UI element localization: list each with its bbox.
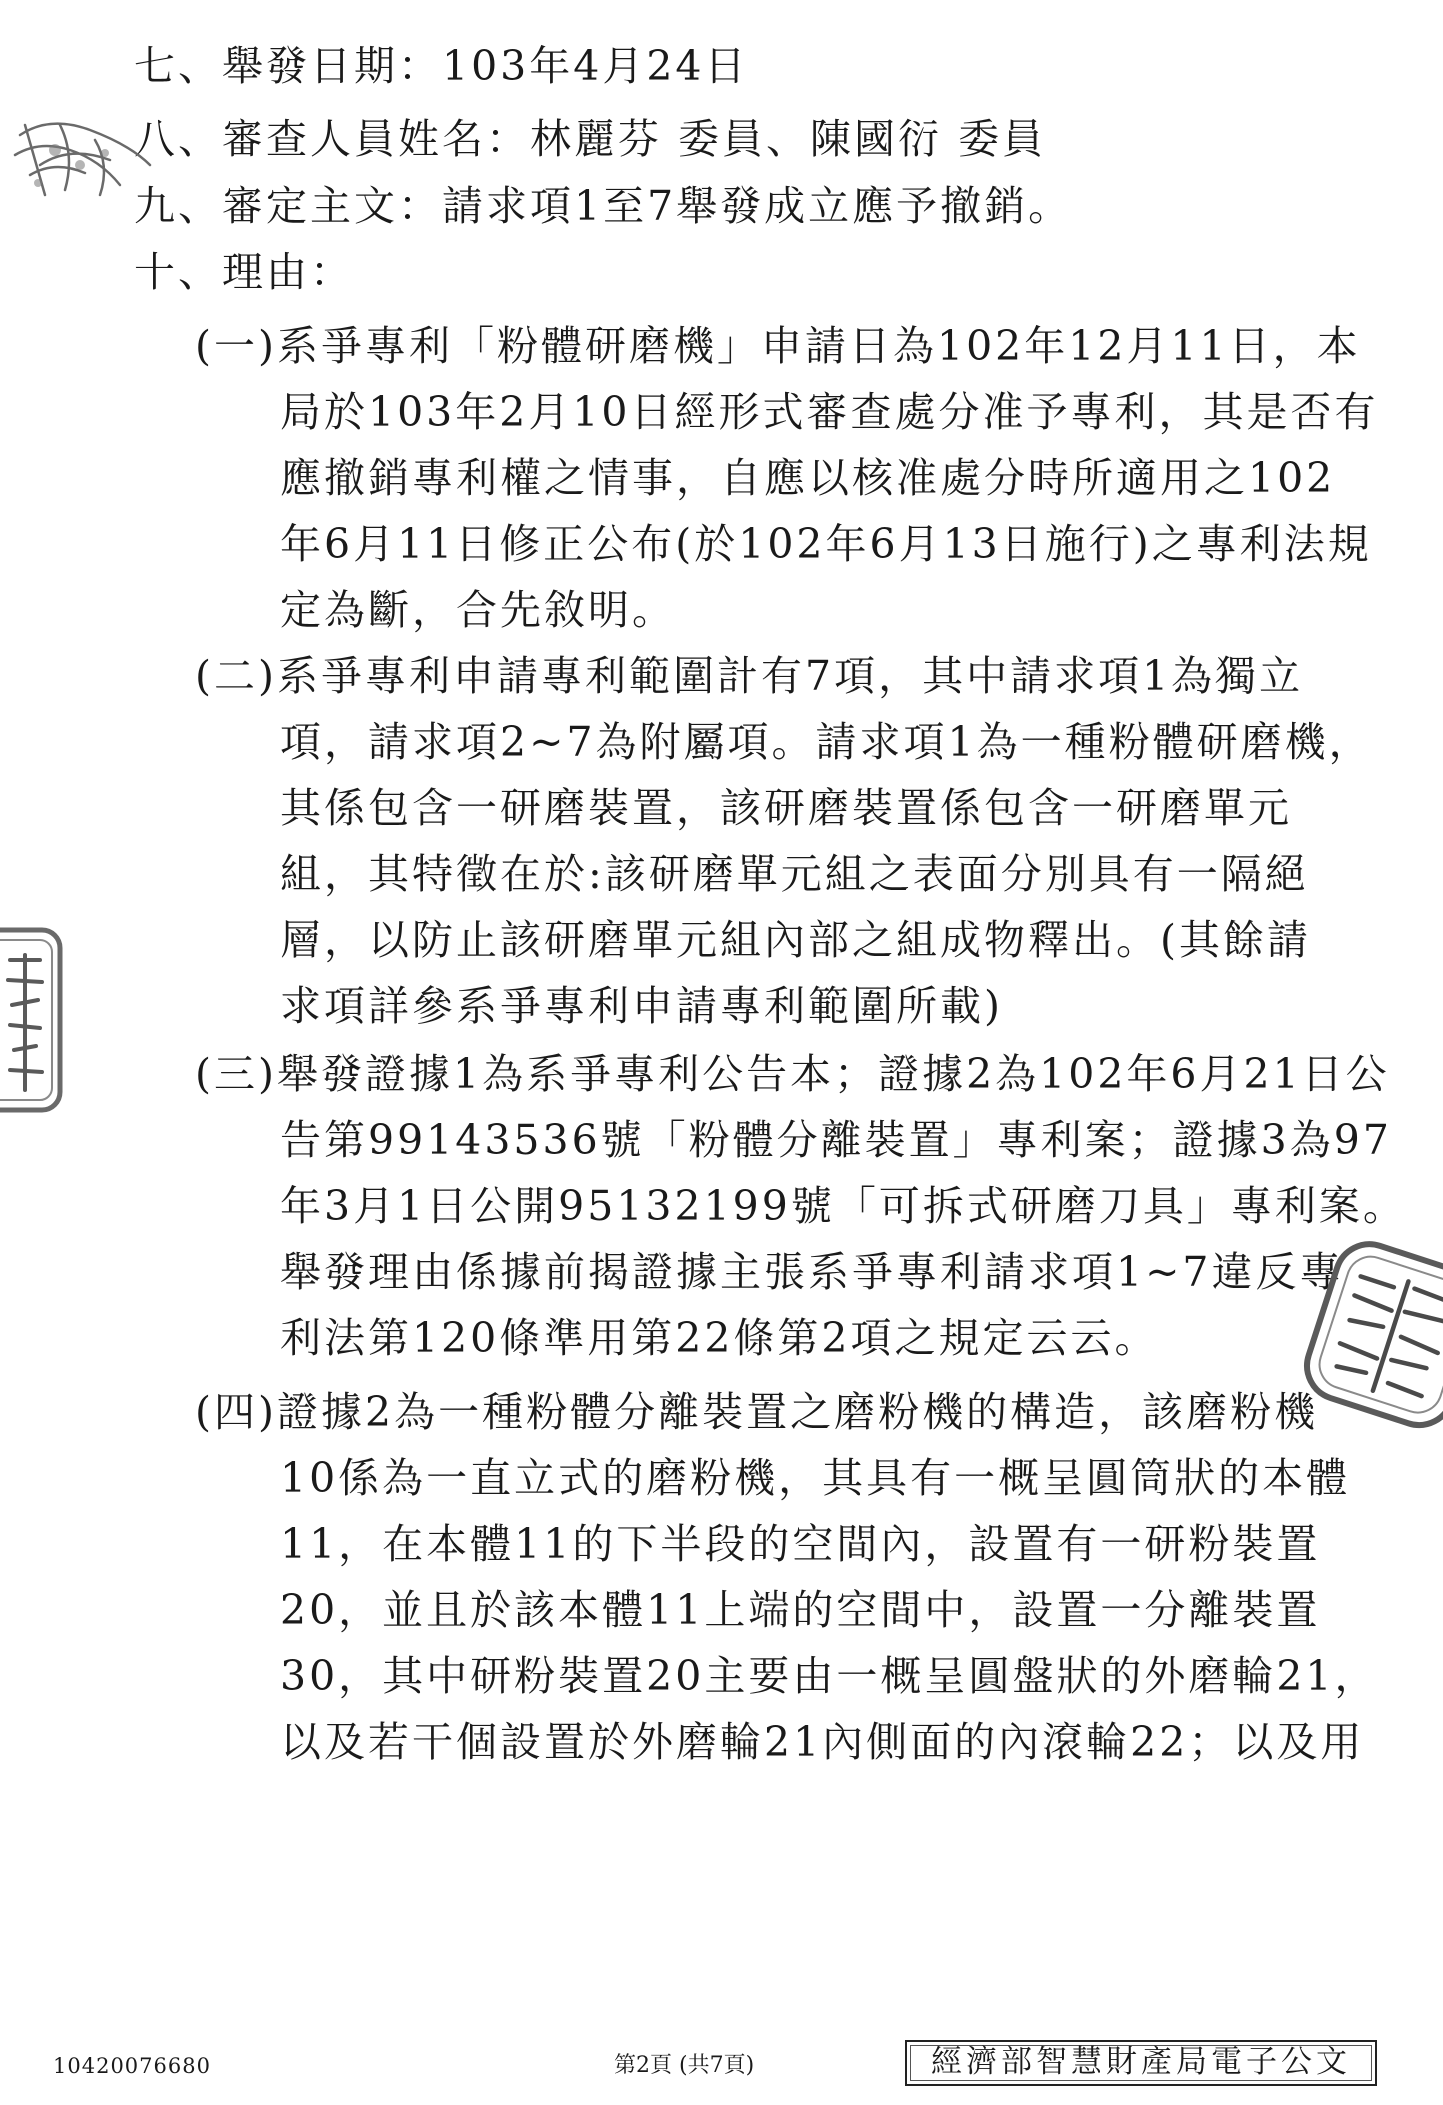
paragraph-line: 30，其中研粉裝置20主要由一概呈圓盤狀的外磨輪21， [280, 1652, 1379, 1700]
paragraph-line: 年6月11日修正公布(於102年6月13日施行)之專利法規 [280, 520, 1372, 568]
paragraph-line: 告第99143536號「粉體分離裝置」專利案；證據3為97 [280, 1116, 1392, 1164]
paragraph-line: (二)系爭專利申請專利範圍計有7項，其中請求項1為獨立 [195, 652, 1304, 700]
paragraph-line: 組，其特徵在於:該研磨單元組之表面分別具有一隔絕 [280, 850, 1309, 898]
seal-stamp-left [0, 920, 70, 1120]
page-indicator: 第2頁 (共7頁) [614, 2053, 755, 2078]
paragraph-line: (一)系爭專利「粉體研磨機」申請日為102年12月11日，本 [195, 322, 1361, 370]
paragraph-line: 10係為一直立式的磨粉機，其具有一概呈圓筒狀的本體 [280, 1454, 1351, 1502]
item-seven: 七、舉發日期：103年4月24日 [134, 42, 749, 90]
ink-smudge-stamp [0, 105, 170, 215]
paragraph-line: 項，請求項2~7為附屬項。請求項1為一種粉體研磨機， [280, 718, 1373, 766]
paragraph-line: 年3月1日公開95132199號「可拆式研磨刀具」專利案。 [280, 1182, 1407, 1230]
paragraph-line: 20，並且於該本體11上端的空間中，設置一分離裝置 [280, 1586, 1321, 1634]
paragraph-line: 舉發理由係據前揭證據主張系爭專利請求項1~7違反專 [280, 1248, 1344, 1296]
paragraph-line: 其係包含一研磨裝置，該研磨裝置係包含一研磨單元 [280, 784, 1292, 832]
electronic-document-seal: 經濟部智慧財產局電子公文 [905, 2040, 1377, 2086]
item-ten: 十、理由： [134, 248, 354, 296]
paragraph-line: 應撤銷專利權之情事，自應以核准處分時所適用之102 [280, 454, 1336, 502]
seal-stamp-right [1300, 1230, 1443, 1430]
paragraph-line: (四)證據2為一種粉體分離裝置之磨粉機的構造，該磨粉機 [195, 1388, 1319, 1436]
paragraph-line: 層，以防止該研磨單元組內部之組成物釋出。(其餘請 [280, 916, 1311, 964]
paragraph-line: 定為斷，合先敘明。 [280, 586, 676, 634]
item-nine: 九、審定主文：請求項1至7舉發成立應予撤銷。 [134, 182, 1073, 230]
paragraph-line: 利法第120條準用第22條第2項之規定云云。 [280, 1314, 1159, 1362]
document-number: 10420076680 [53, 2054, 211, 2078]
paragraph-line: 以及若干個設置於外磨輪21內側面的內滾輪22；以及用 [280, 1718, 1365, 1766]
paragraph-line: 求項詳參系爭專利申請專利範圍所載) [280, 982, 1003, 1030]
paragraph-line: 局於103年2月10日經形式審查處分准予專利，其是否有 [280, 388, 1379, 436]
paragraph-line: 11，在本體11的下半段的空間內，設置有一研粉裝置 [280, 1520, 1321, 1568]
paragraph-line: (三)舉發證據1為系爭專利公告本；證據2為102年6月21日公 [195, 1050, 1390, 1098]
item-eight: 八、審查人員姓名：林麗芬 委員、陳國衍 委員 [134, 115, 1047, 163]
